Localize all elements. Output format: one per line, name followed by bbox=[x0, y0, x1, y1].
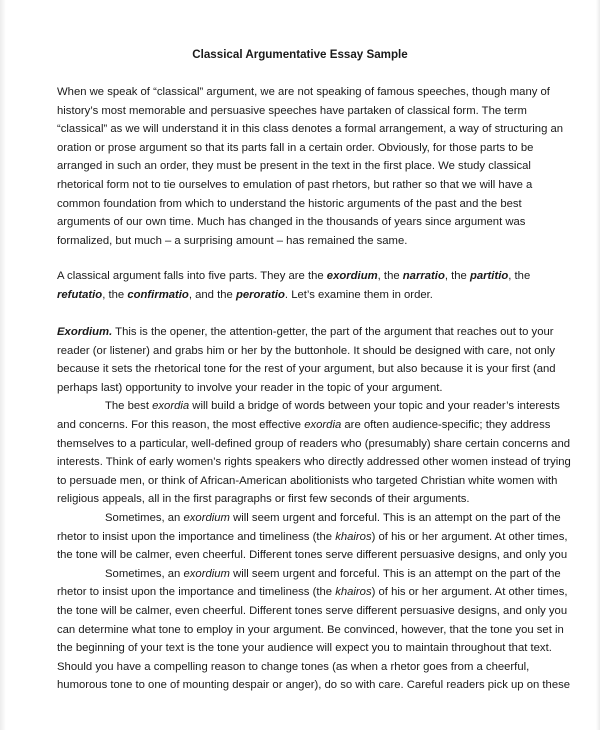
text-run: rhetor to insist upon the importance and timeliness (the bbox=[57, 530, 336, 543]
emphasis: exordium bbox=[183, 567, 230, 580]
text-line: the beginning of your text is the tone your audience will expect you to maintain throughout that text. bbox=[57, 642, 552, 655]
text-run: , and the bbox=[188, 288, 236, 301]
text-line: oration or prose argument so that its parts fall in a certain order. Obviously, for those parts to be bbox=[57, 141, 534, 154]
text-run: Sometimes, an bbox=[105, 511, 184, 524]
text-line: religious appeals, all in the first paragraphs or first few seconds of their arguments. bbox=[57, 493, 470, 506]
text-line bbox=[57, 397, 560, 416]
text-run: , the bbox=[102, 288, 128, 301]
text-line: “classical” as we will understand it in this class denotes a formal arrangement, a way of structuring an bbox=[57, 123, 564, 136]
text-line bbox=[57, 528, 568, 547]
term-refutatio: refutatio bbox=[57, 288, 103, 301]
text-run: ) of his or her argument. At other times, bbox=[371, 530, 568, 543]
text-run: and concerns. For this reason, the most effective bbox=[57, 418, 305, 431]
emphasis: exordia bbox=[304, 418, 342, 431]
intro-paragraph bbox=[57, 83, 564, 250]
text-line: to persuade men, or think of African-American abolitionists who targeted Christian white women with bbox=[57, 474, 558, 487]
term-exordium: exordium bbox=[326, 270, 378, 282]
document-title: Classical Argumentative Essay Sample bbox=[192, 48, 408, 61]
text-line bbox=[57, 509, 561, 528]
text-line: because it sets the rhetorical tone for the rest of your argument, but also because it is your first (and bbox=[57, 363, 556, 376]
text-run: , the bbox=[444, 270, 470, 282]
text-line: formalized, but much – a surprising amount – has remained the same. bbox=[57, 234, 408, 247]
text-line: history’s most memorable and persuasive speeches have partaken of classical form. The term bbox=[57, 104, 527, 117]
text-run: A classical argument falls into five parts. They are the bbox=[57, 270, 327, 282]
term-peroratio: peroratio bbox=[235, 288, 285, 301]
text-line: can determine what tone to employ in your argument. Be convinced, however, that the tone you set in bbox=[57, 623, 564, 636]
text-line: humorous tone to one of mounting despair or anger), do so with care. Careful readers pick up on these bbox=[57, 679, 571, 692]
text-line: common foundation from which to understand the historic arguments of the past and the best bbox=[57, 197, 522, 210]
text-line: perhaps last) opportunity to involve your reader in the topic of your argument. bbox=[57, 381, 443, 394]
text-run: , the bbox=[508, 270, 531, 282]
section-heading: Exordium. bbox=[57, 326, 113, 338]
text-line: interests. Think of early women’s rights speakers who directly addressed other women instead of trying bbox=[57, 456, 571, 469]
text-run: rhetor to insist upon the importance and timeliness (the bbox=[57, 586, 336, 599]
five-parts-paragraph bbox=[57, 267, 557, 304]
text-line: the tone will be calmer, even cheerful. Different tones serve different persuasive designs, and only you bbox=[57, 549, 568, 562]
text-run: This is the opener, the attention-getter, the part of the argument that reaches out to your bbox=[112, 326, 554, 338]
emphasis: khairos bbox=[335, 586, 372, 599]
text-run: Sometimes, an bbox=[105, 567, 184, 580]
text-run: ) of his or her argument. At other times, bbox=[371, 586, 568, 599]
text-run: will seem urgent and forceful. This is an attempt on the part of the bbox=[229, 567, 561, 580]
text-run: are often audience-specific; they address bbox=[341, 418, 551, 431]
text-run: The best bbox=[105, 400, 153, 413]
term-partitio: partitio bbox=[469, 270, 509, 282]
text-line: reader (or listener) and grabs him or her by the buttonhole. It should be designed with care, not only bbox=[57, 344, 555, 357]
text-line bbox=[57, 267, 557, 286]
text-line bbox=[57, 286, 557, 305]
text-line bbox=[57, 583, 568, 602]
text-line bbox=[57, 565, 561, 584]
text-line: When we speak of “classical” argument, we are not speaking of famous speeches, though many of bbox=[57, 86, 550, 98]
text-run: . Let’s examine them in order. bbox=[284, 288, 433, 301]
exordium-section bbox=[57, 323, 571, 695]
term-narratio: narratio bbox=[402, 270, 445, 282]
text-line bbox=[57, 323, 557, 342]
text-line: the tone will be calmer, even cheerful. Different tones serve different persuasive designs, and only you bbox=[57, 604, 568, 617]
text-run: , the bbox=[377, 270, 403, 282]
text-line: Should you have a compelling reason to change tones (as when a rhetor goes from a cheerful, bbox=[57, 660, 530, 673]
emphasis: exordium bbox=[183, 511, 230, 524]
text-line bbox=[57, 416, 557, 435]
text-run: will build a bridge of words between your topic and your reader’s interests bbox=[189, 400, 560, 413]
text-line: arguments of our own time. Much has changed in the thousands of years since argument was bbox=[57, 216, 526, 229]
text-line: rhetorical form not to tie ourselves to emulation of past rhetors, but rather so that we will have a bbox=[57, 178, 533, 191]
term-confirmatio: confirmatio bbox=[127, 288, 189, 301]
text-line: themselves to a particular, well-defined group of readers who (presumably) share certain concerns and bbox=[57, 437, 571, 450]
emphasis: exordia bbox=[152, 400, 190, 413]
text-run: will seem urgent and forceful. This is an attempt on the part of the bbox=[229, 511, 561, 524]
text-line: arranged in such an order, they must be present in the text in the first place. We study classical bbox=[57, 160, 531, 173]
emphasis: khairos bbox=[335, 530, 372, 543]
